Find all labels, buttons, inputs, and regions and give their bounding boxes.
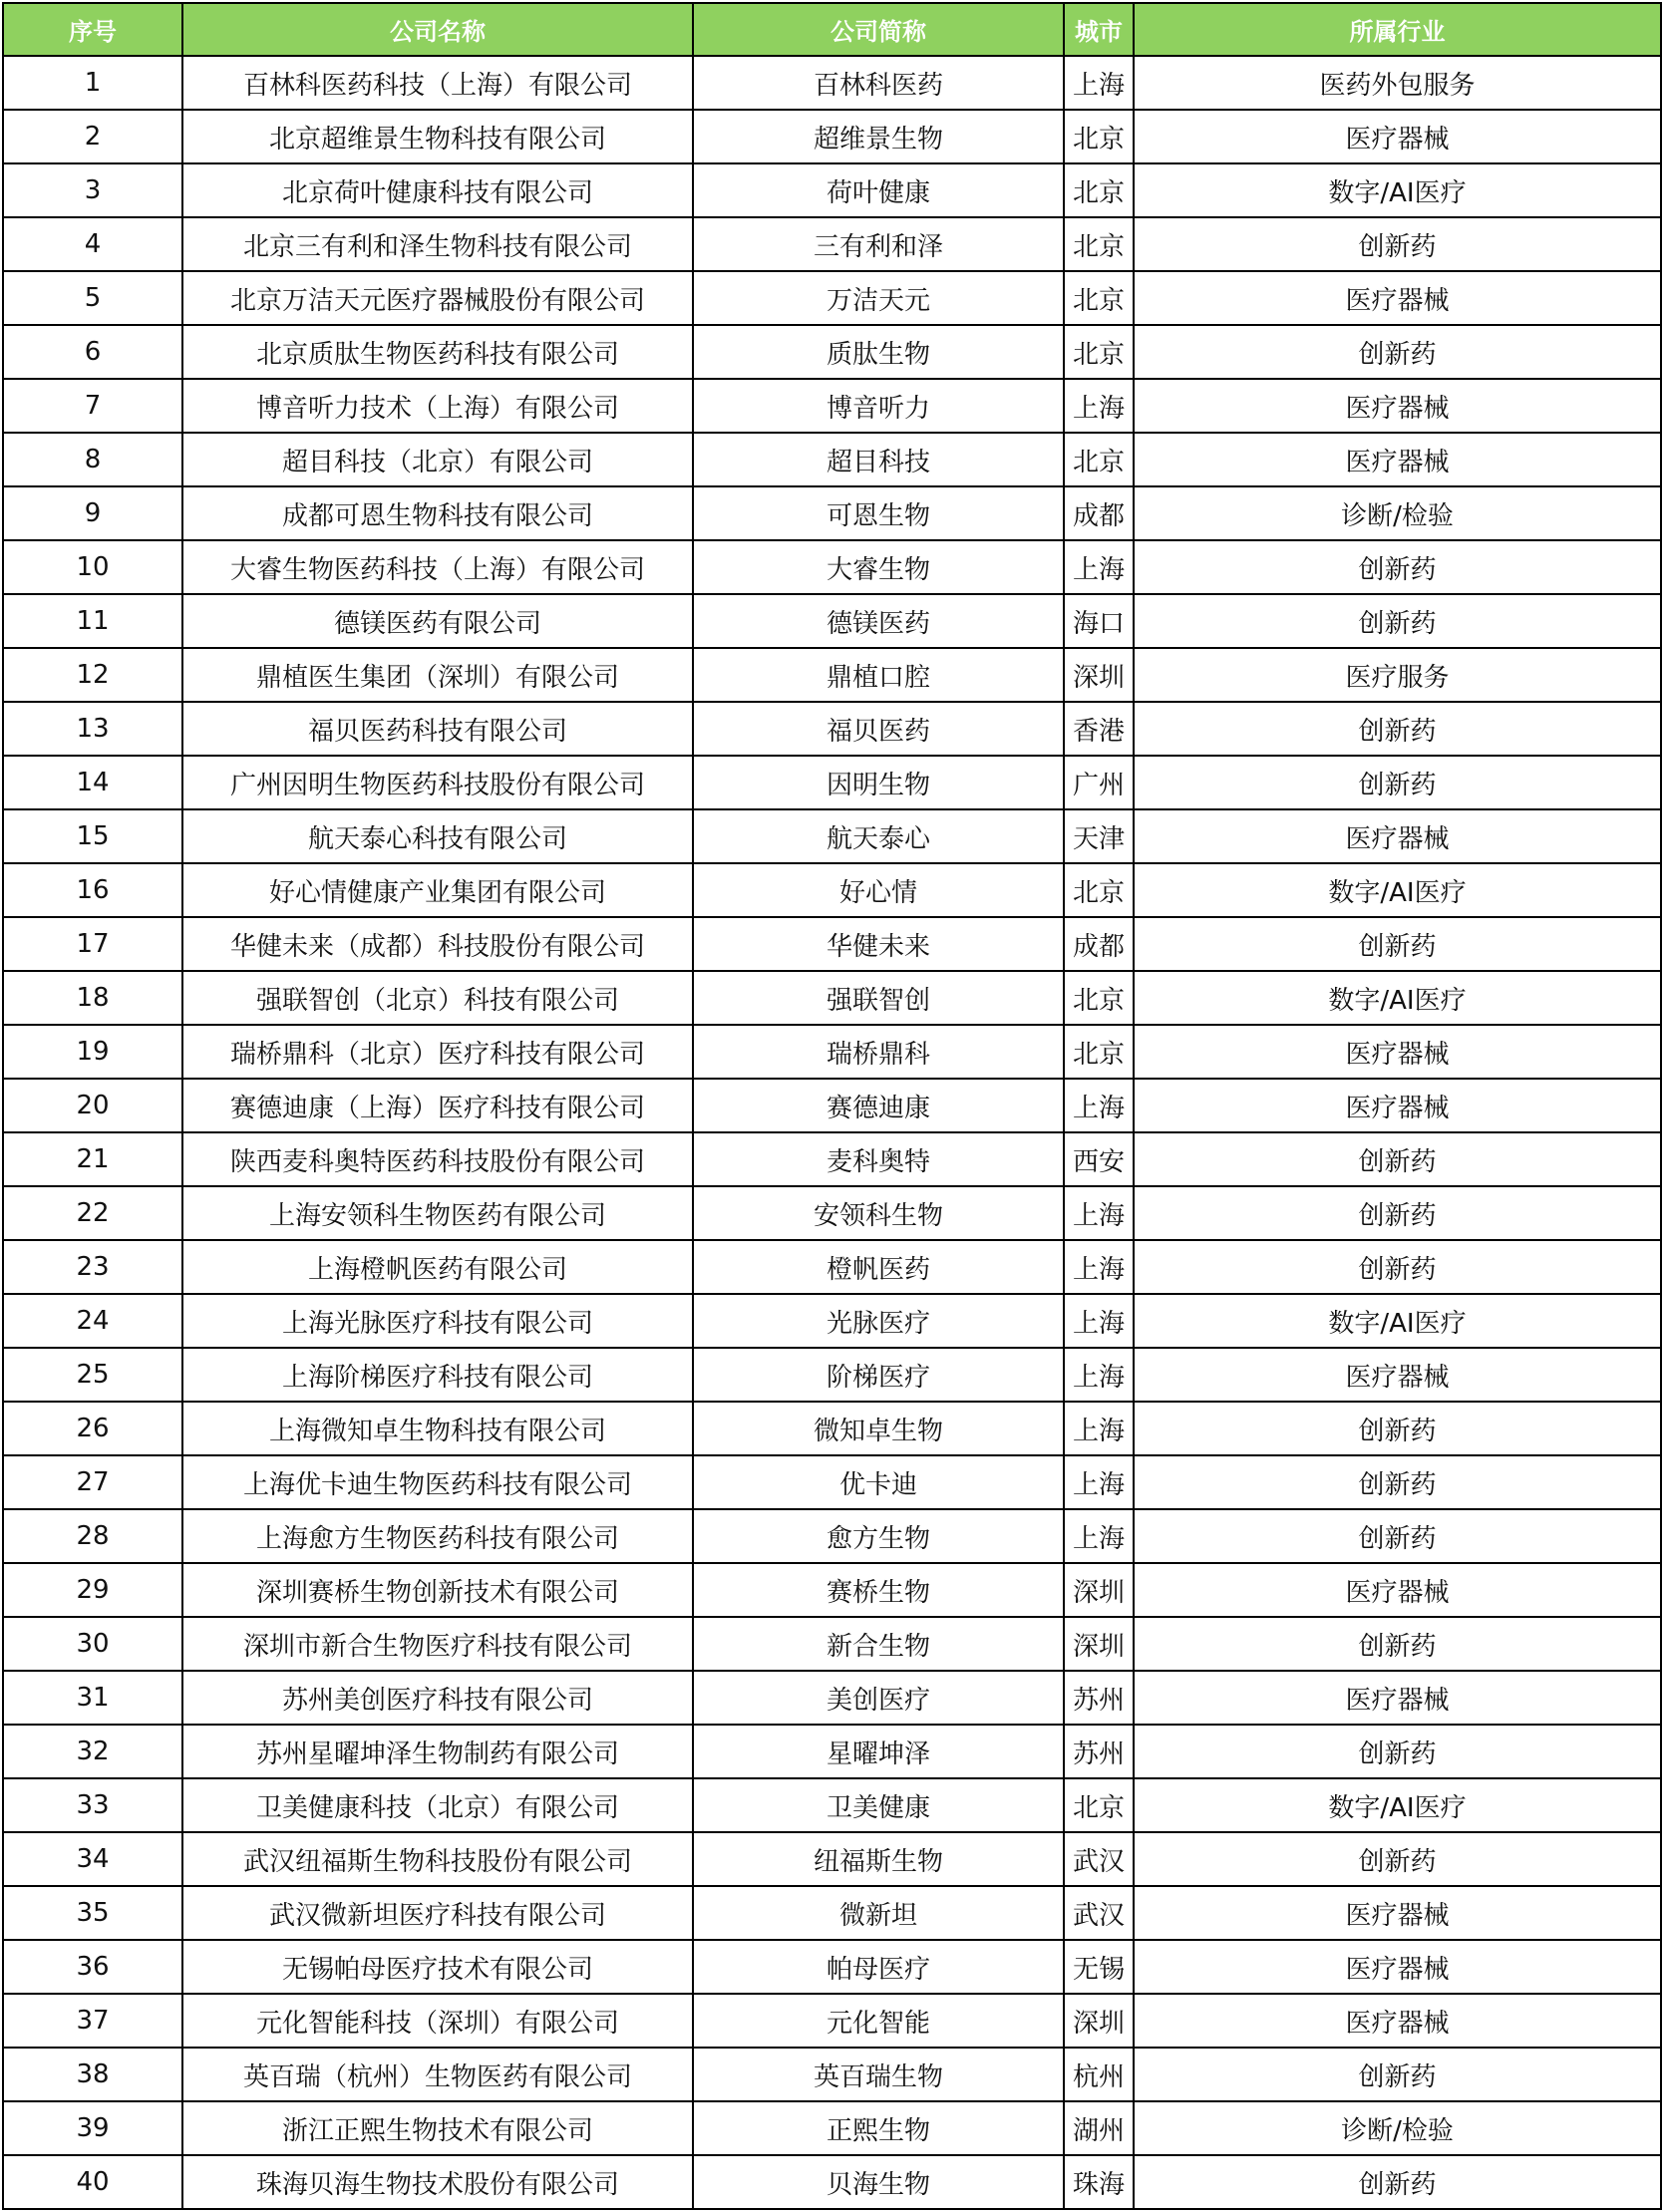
cell-short-name: 纽福斯生物 [693,1832,1064,1886]
cell-no: 17 [3,917,182,971]
cell-company-name: 武汉纽福斯生物科技股份有限公司 [182,1832,693,1886]
cell-city: 苏州 [1064,1725,1134,1778]
cell-industry: 数字/AI医疗 [1134,1294,1661,1348]
cell-short-name: 质肽生物 [693,325,1064,379]
cell-no: 21 [3,1132,182,1186]
cell-short-name: 可恩生物 [693,486,1064,540]
cell-company-name: 上海优卡迪生物医药科技有限公司 [182,1455,693,1509]
cell-company-name: 大睿生物医药科技（上海）有限公司 [182,540,693,594]
company-table [2,2,1662,2210]
cell-short-name: 赛桥生物 [693,1563,1064,1617]
cell-industry: 医疗器械 [1134,1994,1661,2048]
cell-no: 8 [3,433,182,486]
cell-short-name: 超维景生物 [693,110,1064,163]
table-row [3,163,1661,217]
cell-city: 北京 [1064,163,1134,217]
cell-company-name: 华健未来（成都）科技股份有限公司 [182,917,693,971]
cell-industry: 数字/AI医疗 [1134,971,1661,1025]
cell-short-name: 星曜坤泽 [693,1725,1064,1778]
cell-company-name: 无锡帕母医疗技术有限公司 [182,1940,693,1994]
cell-company-name: 成都可恩生物科技有限公司 [182,486,693,540]
cell-no: 32 [3,1725,182,1778]
table-row [3,1563,1661,1617]
cell-city: 北京 [1064,433,1134,486]
cell-no: 14 [3,756,182,809]
cell-company-name: 航天泰心科技有限公司 [182,809,693,863]
cell-company-name: 广州因明生物医药科技股份有限公司 [182,756,693,809]
cell-industry: 创新药 [1134,1725,1661,1778]
cell-city: 杭州 [1064,2048,1134,2101]
cell-company-name: 苏州星曜坤泽生物制药有限公司 [182,1725,693,1778]
table-row [3,1940,1661,1994]
cell-no: 16 [3,863,182,917]
cell-industry: 创新药 [1134,1832,1661,1886]
cell-short-name: 大睿生物 [693,540,1064,594]
table-header [3,3,1661,56]
cell-city: 无锡 [1064,1940,1134,1994]
cell-short-name: 帕母医疗 [693,1940,1064,1994]
cell-industry: 创新药 [1134,1509,1661,1563]
cell-short-name: 福贝医药 [693,702,1064,756]
cell-industry: 创新药 [1134,1240,1661,1294]
cell-short-name: 元化智能 [693,1994,1064,2048]
cell-no: 2 [3,110,182,163]
cell-short-name: 麦科奥特 [693,1132,1064,1186]
cell-short-name: 愈方生物 [693,1509,1064,1563]
table-row [3,1240,1661,1294]
cell-city: 北京 [1064,271,1134,325]
cell-company-name: 元化智能科技（深圳）有限公司 [182,1994,693,2048]
cell-industry: 数字/AI医疗 [1134,863,1661,917]
table-row [3,2155,1661,2209]
cell-short-name: 百林科医药 [693,56,1064,110]
cell-city: 北京 [1064,863,1134,917]
cell-company-name: 好心情健康产业集团有限公司 [182,863,693,917]
cell-industry: 创新药 [1134,1617,1661,1671]
cell-city: 北京 [1064,1778,1134,1832]
cell-no: 39 [3,2101,182,2155]
cell-industry: 诊断/检验 [1134,486,1661,540]
cell-company-name: 上海橙帆医药有限公司 [182,1240,693,1294]
cell-company-name: 北京质肽生物医药科技有限公司 [182,325,693,379]
cell-industry: 创新药 [1134,325,1661,379]
cell-no: 31 [3,1671,182,1725]
cell-industry: 医疗器械 [1134,1025,1661,1079]
cell-city: 苏州 [1064,1671,1134,1725]
cell-short-name: 瑞桥鼎科 [693,1025,1064,1079]
cell-no: 3 [3,163,182,217]
cell-no: 7 [3,379,182,433]
table-row [3,1725,1661,1778]
table-row [3,1348,1661,1402]
cell-company-name: 苏州美创医疗科技有限公司 [182,1671,693,1725]
header-industry: 所属行业 [1134,3,1661,56]
cell-company-name: 珠海贝海生物技术股份有限公司 [182,2155,693,2209]
table-row [3,1671,1661,1725]
cell-company-name: 北京万洁天元医疗器械股份有限公司 [182,271,693,325]
header-no: 序号 [3,3,182,56]
cell-city: 香港 [1064,702,1134,756]
cell-city: 上海 [1064,1240,1134,1294]
cell-company-name: 强联智创（北京）科技有限公司 [182,971,693,1025]
cell-industry: 医药外包服务 [1134,56,1661,110]
cell-no: 26 [3,1402,182,1455]
cell-company-name: 英百瑞（杭州）生物医药有限公司 [182,2048,693,2101]
table-row [3,2048,1661,2101]
cell-company-name: 北京超维景生物科技有限公司 [182,110,693,163]
cell-no: 27 [3,1455,182,1509]
cell-industry: 创新药 [1134,2048,1661,2101]
table-row [3,971,1661,1025]
table-row [3,433,1661,486]
table-row [3,917,1661,971]
cell-company-name: 上海阶梯医疗科技有限公司 [182,1348,693,1402]
cell-short-name: 优卡迪 [693,1455,1064,1509]
cell-industry: 医疗器械 [1134,1940,1661,1994]
cell-short-name: 德镁医药 [693,594,1064,648]
table-row [3,271,1661,325]
cell-no: 4 [3,217,182,271]
cell-city: 成都 [1064,917,1134,971]
table-row [3,1832,1661,1886]
cell-industry: 创新药 [1134,540,1661,594]
cell-company-name: 卫美健康科技（北京）有限公司 [182,1778,693,1832]
cell-company-name: 上海微知卓生物科技有限公司 [182,1402,693,1455]
cell-no: 20 [3,1079,182,1132]
cell-industry: 医疗器械 [1134,433,1661,486]
table-row [3,1402,1661,1455]
cell-industry: 医疗器械 [1134,110,1661,163]
cell-company-name: 赛德迪康（上海）医疗科技有限公司 [182,1079,693,1132]
cell-no: 22 [3,1186,182,1240]
cell-short-name: 好心情 [693,863,1064,917]
cell-city: 上海 [1064,540,1134,594]
table-row [3,1509,1661,1563]
table-row [3,1886,1661,1940]
cell-industry: 创新药 [1134,217,1661,271]
cell-city: 上海 [1064,56,1134,110]
cell-industry: 医疗器械 [1134,1671,1661,1725]
cell-no: 12 [3,648,182,702]
cell-city: 北京 [1064,971,1134,1025]
cell-short-name: 微新坦 [693,1886,1064,1940]
cell-company-name: 武汉微新坦医疗科技有限公司 [182,1886,693,1940]
cell-city: 珠海 [1064,2155,1134,2209]
cell-short-name: 正熙生物 [693,2101,1064,2155]
cell-no: 24 [3,1294,182,1348]
cell-short-name: 鼎植口腔 [693,648,1064,702]
cell-company-name: 上海安领科生物医药有限公司 [182,1186,693,1240]
cell-company-name: 福贝医药科技有限公司 [182,702,693,756]
cell-city: 北京 [1064,110,1134,163]
cell-city: 天津 [1064,809,1134,863]
cell-company-name: 上海愈方生物医药科技有限公司 [182,1509,693,1563]
cell-short-name: 光脉医疗 [693,1294,1064,1348]
table-row [3,1079,1661,1132]
table-row [3,110,1661,163]
cell-city: 上海 [1064,1455,1134,1509]
table-row [3,2101,1661,2155]
cell-no: 28 [3,1509,182,1563]
cell-short-name: 华健未来 [693,917,1064,971]
cell-industry: 数字/AI医疗 [1134,1778,1661,1832]
cell-company-name: 浙江正熙生物技术有限公司 [182,2101,693,2155]
cell-industry: 医疗服务 [1134,648,1661,702]
table-row [3,1132,1661,1186]
cell-city: 北京 [1064,217,1134,271]
cell-city: 上海 [1064,1294,1134,1348]
table-row [3,486,1661,540]
cell-company-name: 超目科技（北京）有限公司 [182,433,693,486]
cell-industry: 医疗器械 [1134,1563,1661,1617]
table-row [3,863,1661,917]
cell-industry: 医疗器械 [1134,809,1661,863]
table-row [3,379,1661,433]
cell-short-name: 因明生物 [693,756,1064,809]
cell-city: 深圳 [1064,1563,1134,1617]
table-row [3,540,1661,594]
cell-no: 37 [3,1994,182,2048]
header-company-name: 公司名称 [182,3,693,56]
header-city: 城市 [1064,3,1134,56]
table-row [3,702,1661,756]
cell-no: 40 [3,2155,182,2209]
cell-city: 海口 [1064,594,1134,648]
table-row [3,217,1661,271]
cell-city: 上海 [1064,1079,1134,1132]
cell-short-name: 强联智创 [693,971,1064,1025]
cell-industry: 医疗器械 [1134,1079,1661,1132]
cell-short-name: 超目科技 [693,433,1064,486]
cell-short-name: 美创医疗 [693,1671,1064,1725]
cell-company-name: 博音听力技术（上海）有限公司 [182,379,693,433]
cell-short-name: 荷叶健康 [693,163,1064,217]
cell-industry: 医疗器械 [1134,1348,1661,1402]
cell-no: 34 [3,1832,182,1886]
cell-industry: 创新药 [1134,1132,1661,1186]
cell-industry: 诊断/检验 [1134,2101,1661,2155]
cell-industry: 医疗器械 [1134,271,1661,325]
cell-no: 25 [3,1348,182,1402]
cell-no: 15 [3,809,182,863]
cell-industry: 创新药 [1134,702,1661,756]
table-row [3,1294,1661,1348]
cell-city: 上海 [1064,1402,1134,1455]
cell-city: 上海 [1064,1186,1134,1240]
cell-no: 10 [3,540,182,594]
cell-city: 深圳 [1064,648,1134,702]
table-row [3,1617,1661,1671]
cell-no: 29 [3,1563,182,1617]
cell-short-name: 英百瑞生物 [693,2048,1064,2101]
cell-short-name: 三有利和泽 [693,217,1064,271]
cell-industry: 创新药 [1134,756,1661,809]
cell-no: 30 [3,1617,182,1671]
cell-no: 9 [3,486,182,540]
cell-no: 33 [3,1778,182,1832]
table-row [3,1778,1661,1832]
cell-no: 18 [3,971,182,1025]
cell-industry: 创新药 [1134,917,1661,971]
cell-no: 1 [3,56,182,110]
cell-short-name: 贝海生物 [693,2155,1064,2209]
cell-city: 武汉 [1064,1832,1134,1886]
cell-short-name: 微知卓生物 [693,1402,1064,1455]
cell-short-name: 博音听力 [693,379,1064,433]
cell-city: 广州 [1064,756,1134,809]
cell-company-name: 百林科医药科技（上海）有限公司 [182,56,693,110]
cell-short-name: 万洁天元 [693,271,1064,325]
cell-company-name: 陕西麦科奥特医药科技股份有限公司 [182,1132,693,1186]
cell-short-name: 新合生物 [693,1617,1064,1671]
cell-industry: 创新药 [1134,2155,1661,2209]
cell-no: 38 [3,2048,182,2101]
cell-city: 上海 [1064,379,1134,433]
cell-industry: 创新药 [1134,1186,1661,1240]
cell-short-name: 阶梯医疗 [693,1348,1064,1402]
cell-short-name: 橙帆医药 [693,1240,1064,1294]
cell-short-name: 赛德迪康 [693,1079,1064,1132]
cell-short-name: 安领科生物 [693,1186,1064,1240]
table-row [3,756,1661,809]
cell-short-name: 航天泰心 [693,809,1064,863]
cell-city: 西安 [1064,1132,1134,1186]
cell-company-name: 北京荷叶健康科技有限公司 [182,163,693,217]
cell-city: 上海 [1064,1509,1134,1563]
table-row [3,809,1661,863]
header-row [3,3,1661,56]
cell-company-name: 德镁医药有限公司 [182,594,693,648]
cell-company-name: 北京三有利和泽生物科技有限公司 [182,217,693,271]
cell-city: 上海 [1064,1348,1134,1402]
cell-city: 成都 [1064,486,1134,540]
cell-no: 23 [3,1240,182,1294]
cell-no: 36 [3,1940,182,1994]
cell-no: 19 [3,1025,182,1079]
table-row [3,56,1661,110]
cell-no: 5 [3,271,182,325]
cell-company-name: 深圳市新合生物医疗科技有限公司 [182,1617,693,1671]
table-row [3,325,1661,379]
cell-short-name: 卫美健康 [693,1778,1064,1832]
cell-no: 35 [3,1886,182,1940]
cell-no: 6 [3,325,182,379]
cell-company-name: 鼎植医生集团（深圳）有限公司 [182,648,693,702]
cell-industry: 创新药 [1134,594,1661,648]
cell-city: 北京 [1064,1025,1134,1079]
table-body [3,56,1661,2209]
table-row [3,1455,1661,1509]
cell-city: 湖州 [1064,2101,1134,2155]
cell-industry: 创新药 [1134,1455,1661,1509]
header-short-name: 公司简称 [693,3,1064,56]
cell-city: 北京 [1064,325,1134,379]
cell-industry: 创新药 [1134,1402,1661,1455]
cell-no: 13 [3,702,182,756]
cell-industry: 数字/AI医疗 [1134,163,1661,217]
cell-industry: 医疗器械 [1134,379,1661,433]
table-row [3,1025,1661,1079]
table-row [3,1994,1661,2048]
cell-no: 11 [3,594,182,648]
cell-company-name: 瑞桥鼎科（北京）医疗科技有限公司 [182,1025,693,1079]
cell-company-name: 深圳赛桥生物创新技术有限公司 [182,1563,693,1617]
cell-city: 深圳 [1064,1617,1134,1671]
table-row [3,648,1661,702]
table-row [3,594,1661,648]
table-row [3,1186,1661,1240]
cell-city: 深圳 [1064,1994,1134,2048]
cell-company-name: 上海光脉医疗科技有限公司 [182,1294,693,1348]
cell-industry: 医疗器械 [1134,1886,1661,1940]
cell-city: 武汉 [1064,1886,1134,1940]
